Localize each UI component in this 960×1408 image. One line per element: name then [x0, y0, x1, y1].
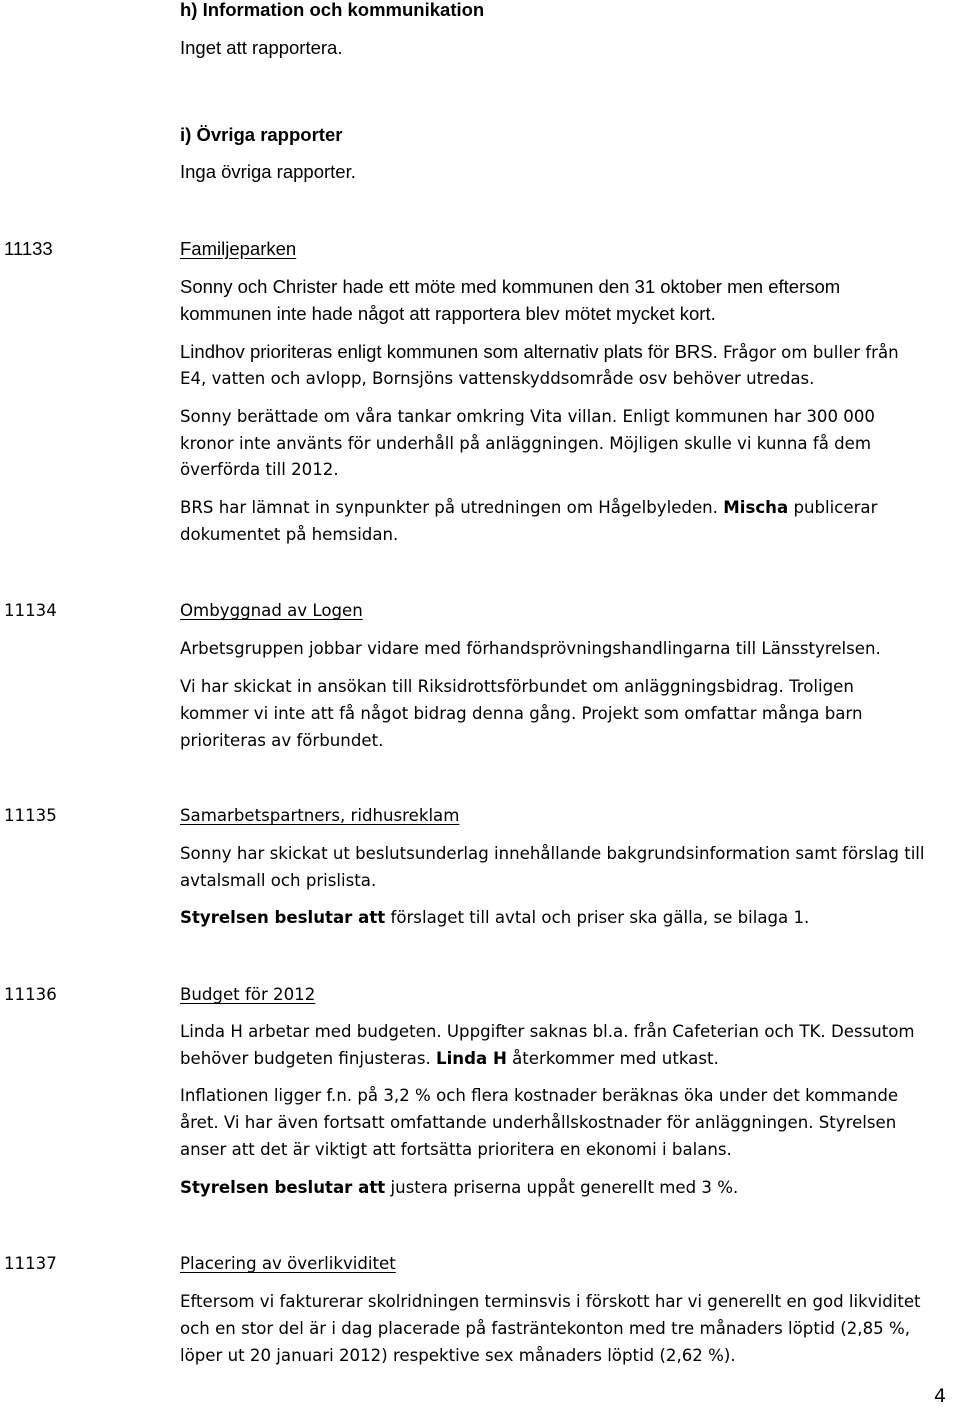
section-i-heading: i) Övriga rapporter	[180, 124, 343, 145]
paragraph-line: Inflationen ligger f.n. på 3,2 % och flera kostnader beräknas öka under det kommande	[180, 1086, 899, 1105]
text-run: behöver budgeten finjusteras.	[180, 1049, 437, 1068]
item-title-11133: Familjeparken	[180, 238, 297, 259]
item-number-11135: 11135	[4, 806, 57, 825]
item-number-11134: 11134	[4, 601, 57, 620]
paragraph-line: prioriteras av förbundet.	[180, 731, 384, 750]
paragraph-line: året. Vi har även fortsatt omfattande underhållskostnader för anläggningen. Styrelsen	[180, 1113, 897, 1132]
text-run: justera priserna uppåt generellt med 3 %.	[385, 1178, 739, 1197]
paragraph-line: Arbetsgruppen jobbar vidare med förhandsprövningshandlingarna till Länsstyrelsen.	[180, 639, 881, 658]
item-number-11137: 11137	[4, 1254, 57, 1273]
paragraph-line: Sonny berättade om våra tankar omkring Vita villan. Enligt kommunen har 300 000	[180, 407, 875, 426]
text-run: Lindhov prioriteras enligt kommunen som alternativ plats för BRS.	[180, 341, 718, 362]
paragraph-line: Linda H arbetar med budgeten. Uppgifter saknas bl.a. från Cafeterian och TK. Dessutom	[180, 1022, 915, 1041]
item-title-11136: Budget för 2012	[180, 985, 316, 1004]
paragraph-line: dokumentet på hemsidan.	[180, 525, 399, 544]
paragraph-line: och en stor del är i dag placerade på fasträntekonton med tre månaders löptid (2,85 %,	[180, 1319, 910, 1338]
text-run: publicerar	[788, 498, 878, 517]
item-number-11136: 11136	[4, 985, 57, 1004]
item-title-11135: Samarbetspartners, ridhusreklam	[180, 806, 460, 825]
paragraph-line: Sonny och Christer hade ett möte med kommunen den 31 oktober men eftersom	[180, 276, 841, 297]
paragraph-line	[180, 494, 877, 521]
section-i-text: Inga övriga rapporter.	[180, 161, 356, 182]
paragraph-line: Vi har skickat in ansökan till Riksidrottsförbundet om anläggningsbidrag. Troligen	[180, 677, 854, 696]
decision-label: Styrelsen beslutar att	[180, 1178, 386, 1197]
paragraph-line: överförda till 2012.	[180, 460, 339, 479]
text-run: Mischa	[723, 498, 789, 517]
text-run: Frågor om buller från	[717, 343, 899, 362]
text-run: Linda H	[436, 1049, 507, 1068]
page-number: 4	[934, 1385, 947, 1407]
section-h-heading: h) Information och kommunikation	[180, 0, 485, 20]
item-title-11137: Placering av överlikviditet	[180, 1254, 396, 1273]
paragraph-line	[180, 1174, 738, 1201]
paragraph-line: E4, vatten och avlopp, Bornsjöns vattenskyddsområde osv behöver utredas.	[180, 369, 815, 388]
paragraph-line: anser att det är viktigt att fortsätta prioritera en ekonomi i balans.	[180, 1140, 732, 1159]
paragraph-line: avtalsmall och prislista.	[180, 871, 377, 890]
paragraph-line: kronor inte använts för underhåll på anläggningen. Möjligen skulle vi kunna få dem	[180, 434, 872, 453]
paragraph-line: Eftersom vi fakturerar skolridningen terminsvis i förskott har vi generellt en god likviditet	[180, 1292, 921, 1311]
paragraph-line: löper ut 20 januari 2012) respektive sex månaders löptid (2,62 %).	[180, 1346, 736, 1365]
item-title-11134: Ombyggnad av Logen	[180, 601, 363, 620]
paragraph-line: kommer vi inte att få något bidrag denna gång. Projekt som omfattar många barn	[180, 704, 863, 723]
paragraph-line: kommunen inte hade något att rapportera blev mötet mycket kort.	[180, 303, 716, 324]
text-run: förslaget till avtal och priser ska gälla, se bilaga 1.	[385, 908, 810, 927]
section-h-text: Inget att rapportera.	[180, 37, 343, 58]
text-run: BRS har lämnat in synpunkter på utredningen om Hågelbyleden.	[180, 498, 724, 517]
item-number-11133: 11133	[4, 238, 53, 259]
paragraph-line	[180, 338, 899, 366]
text-run: återkommer med utkast.	[506, 1049, 719, 1068]
decision-label: Styrelsen beslutar att	[180, 908, 386, 927]
paragraph-line	[180, 904, 809, 931]
paragraph-line: Sonny har skickat ut beslutsunderlag innehållande bakgrundsinformation samt förslag till	[180, 844, 925, 863]
paragraph-line	[180, 1045, 719, 1072]
